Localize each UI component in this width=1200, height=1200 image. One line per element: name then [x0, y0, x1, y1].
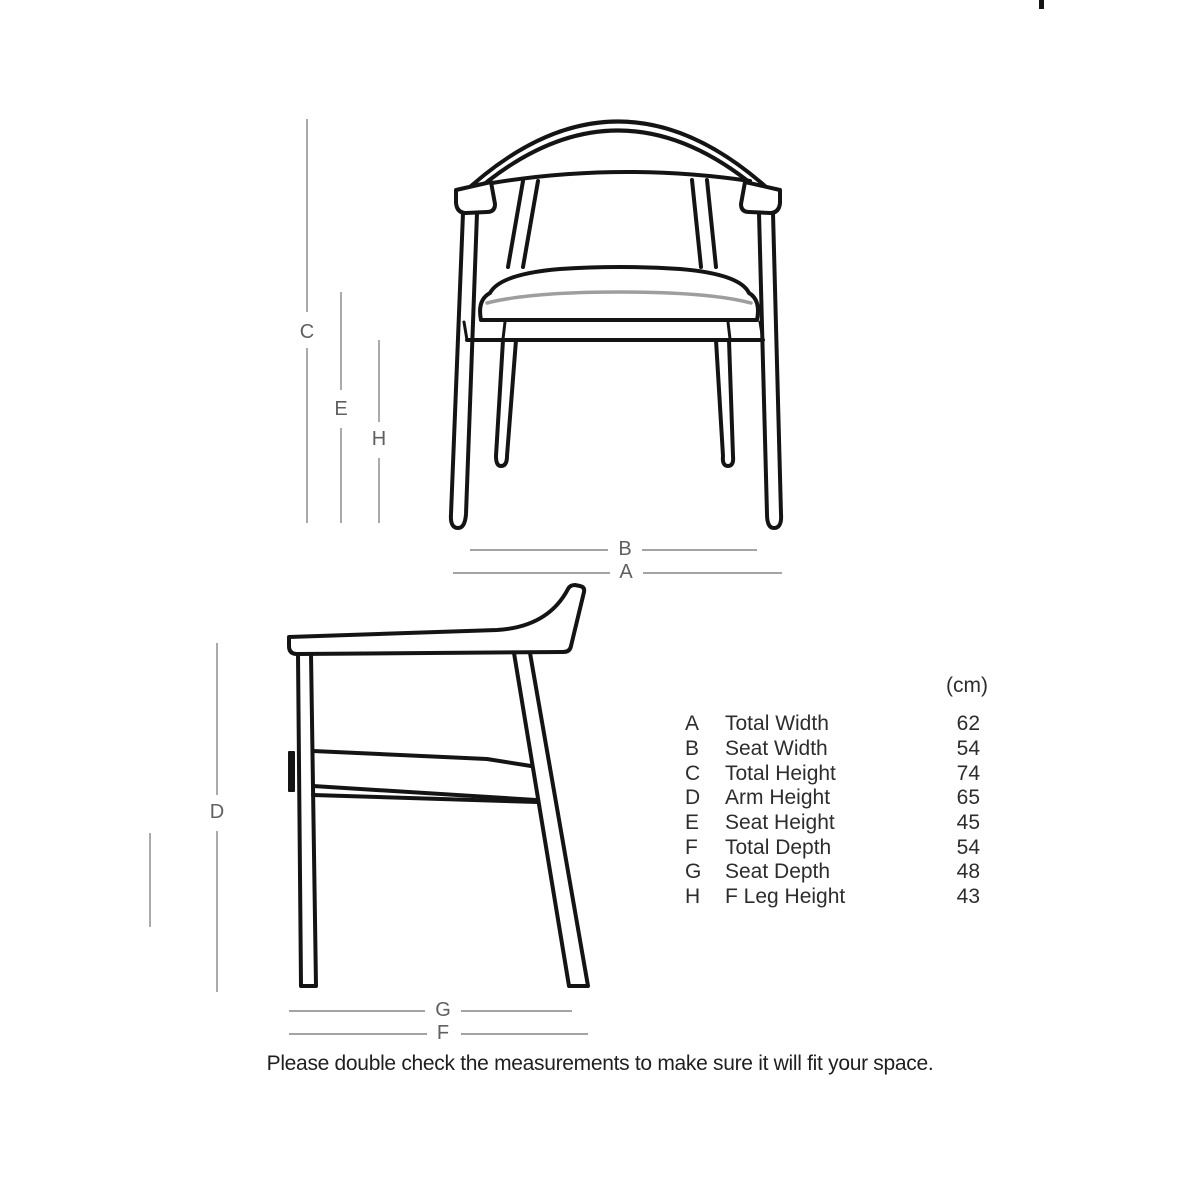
- front-backrest-bottom-edge: [492, 172, 750, 183]
- table-row: [685, 885, 988, 910]
- front-seat-rail-left-end: [464, 322, 467, 340]
- fit-note: Please double check the measurements to make sure it will fit your space.: [266, 1052, 934, 1075]
- measurements-table: [685, 712, 988, 910]
- front-leg-right: [759, 213, 781, 528]
- row-letter: G: [685, 860, 702, 884]
- table-row: [685, 761, 988, 786]
- front-rail-joint-right: [728, 322, 730, 339]
- row-letter: E: [685, 811, 700, 835]
- dim-label-e: E: [334, 398, 348, 420]
- row-name: Total Depth: [725, 835, 832, 859]
- row-name: Total Height: [725, 761, 836, 785]
- dim-label-b: B: [618, 538, 632, 560]
- row-letter: B: [685, 737, 700, 761]
- table-row: [685, 786, 988, 811]
- table-row: [685, 835, 988, 860]
- row-value: 54: [956, 737, 980, 761]
- side-armrest-and-backrest: [289, 585, 584, 654]
- chair-front-view: [451, 122, 781, 529]
- front-back-leg-left: [496, 340, 516, 466]
- row-name: Seat Height: [725, 811, 835, 835]
- table-row: [685, 811, 988, 836]
- row-name: Seat Width: [725, 737, 828, 761]
- row-value: 45: [956, 811, 980, 835]
- front-backrest-outer-arc: [459, 122, 777, 198]
- front-back-post-left-outer: [508, 181, 523, 267]
- row-name: Arm Height: [725, 786, 831, 810]
- row-value: 48: [956, 860, 980, 884]
- dim-label-h: H: [371, 428, 387, 450]
- row-name: Total Width: [725, 712, 829, 736]
- row-value: 54: [956, 835, 980, 859]
- dim-label-c: C: [299, 321, 315, 343]
- side-front-leg: [298, 654, 316, 986]
- front-armrest-cap-left: [456, 182, 495, 213]
- row-letter: H: [685, 885, 701, 909]
- side-back-leg: [514, 653, 588, 986]
- row-letter: C: [685, 761, 701, 785]
- row-value: 74: [956, 761, 980, 785]
- row-name: Seat Depth: [725, 860, 831, 884]
- table-row: [685, 712, 988, 737]
- dim-label-a: A: [619, 561, 633, 583]
- crop-artifact-mark: [1039, 0, 1044, 9]
- side-seat-edge-line: [313, 751, 531, 766]
- side-front-leg-notch: [288, 751, 295, 792]
- row-letter: F: [685, 835, 698, 859]
- dim-label-g: G: [435, 999, 451, 1021]
- front-rail-joint-left: [503, 322, 505, 339]
- table-row: [685, 860, 988, 885]
- front-back-post-left-inner: [523, 181, 538, 267]
- row-value: 62: [956, 712, 980, 736]
- front-leg-left: [451, 213, 477, 528]
- row-value: 43: [956, 885, 980, 909]
- row-letter: A: [685, 712, 700, 736]
- dim-label-f: F: [436, 1022, 450, 1044]
- front-back-leg-right: [716, 340, 733, 466]
- chair-side-view: [288, 585, 588, 986]
- row-value: 65: [956, 786, 980, 810]
- front-armrest-cap-right: [741, 182, 780, 213]
- unit-header: (cm): [946, 674, 988, 697]
- dim-label-d: D: [209, 801, 225, 823]
- front-back-post-right-inner: [692, 180, 701, 267]
- table-row: [685, 737, 988, 762]
- front-backrest-inner-arc: [469, 131, 767, 198]
- row-name: F Leg Height: [725, 885, 846, 909]
- row-letter: D: [685, 786, 701, 810]
- front-back-post-right-outer: [707, 180, 716, 267]
